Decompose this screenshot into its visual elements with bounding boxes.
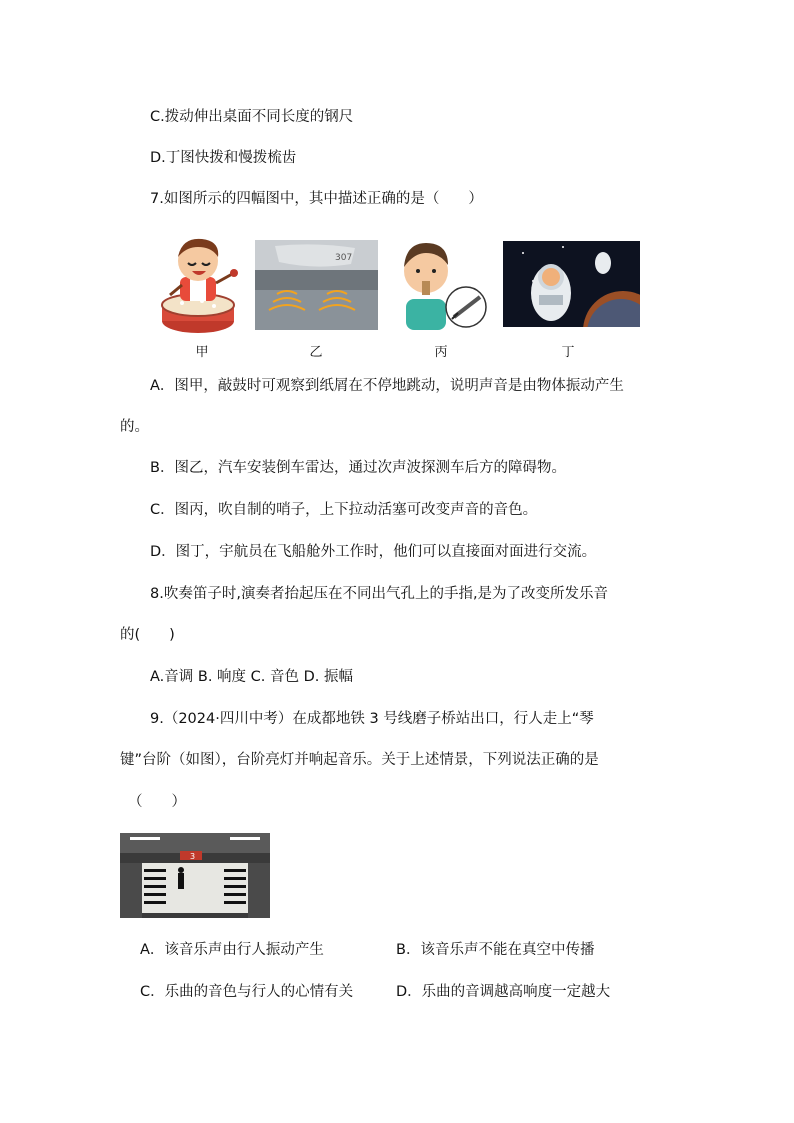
q6-option-c: C.拨动伸出桌面不同长度的钢尺: [150, 109, 354, 125]
caption-ding: 丁: [561, 345, 575, 360]
whistle-boy-image: [392, 233, 490, 330]
q7-stem: 7.如图所示的四幅图中，其中描述正确的是（ ）: [150, 191, 483, 207]
q8-stem-line2: 的( ): [120, 627, 175, 643]
car-badge-text: 307: [335, 253, 353, 263]
piano-stairs-image: [120, 833, 270, 918]
q9-option-c: C．乐曲的音色与行人的心情有关: [140, 984, 354, 1000]
caption-bing: 丙: [434, 345, 448, 360]
q7-option-a-line1: A．图甲，敲鼓时可观察到纸屑在不停地跳动，说明声音是由物体振动产生: [150, 378, 624, 394]
q9-stem-line2: 键”台阶（如图），台阶亮灯并响起音乐。关于上述情景，下列说法正确的是: [120, 752, 599, 768]
caption-yi: 乙: [309, 345, 323, 360]
q7-option-d: D．图丁，宇航员在飞船舱外工作时，他们可以直接面对面进行交流。: [150, 544, 597, 560]
q9-option-a: A．该音乐声由行人振动产生: [140, 942, 324, 958]
drum-boy-image: [152, 233, 244, 338]
car-radar-image: [255, 240, 378, 330]
q8-stem-line1: 8.吹奏笛子时,演奏者抬起压在不同出气孔上的手指,是为了改变所发乐音: [150, 586, 609, 602]
q9-stem-line1: 9.（2024·四川中考）在成都地铁 3 号线磨子桥站出口，行人走上“琴: [150, 711, 594, 727]
q9-option-d: D．乐曲的音调越高响度一定越大: [396, 984, 611, 1000]
q8-options: A.音调 B. 响度 C. 音色 D. 振幅: [150, 669, 353, 685]
q9-option-b: B．该音乐声不能在真空中传播: [396, 942, 595, 958]
q7-option-c: C．图丙，吹自制的哨子，上下拉动活塞可改变声音的音色。: [150, 502, 538, 518]
caption-jia: 甲: [195, 345, 209, 360]
astronaut-image: [503, 241, 640, 327]
q6-option-d: D.丁图快拨和慢拨梳齿: [150, 150, 297, 166]
q7-option-b: B．图乙，汽车安装倒车雷达，通过次声波探测车后方的障碍物。: [150, 460, 566, 476]
subway-sign-text: 3: [190, 852, 196, 861]
q9-stem-line3: （ ）: [128, 794, 186, 810]
q7-option-a-line2: 的。: [120, 419, 149, 435]
